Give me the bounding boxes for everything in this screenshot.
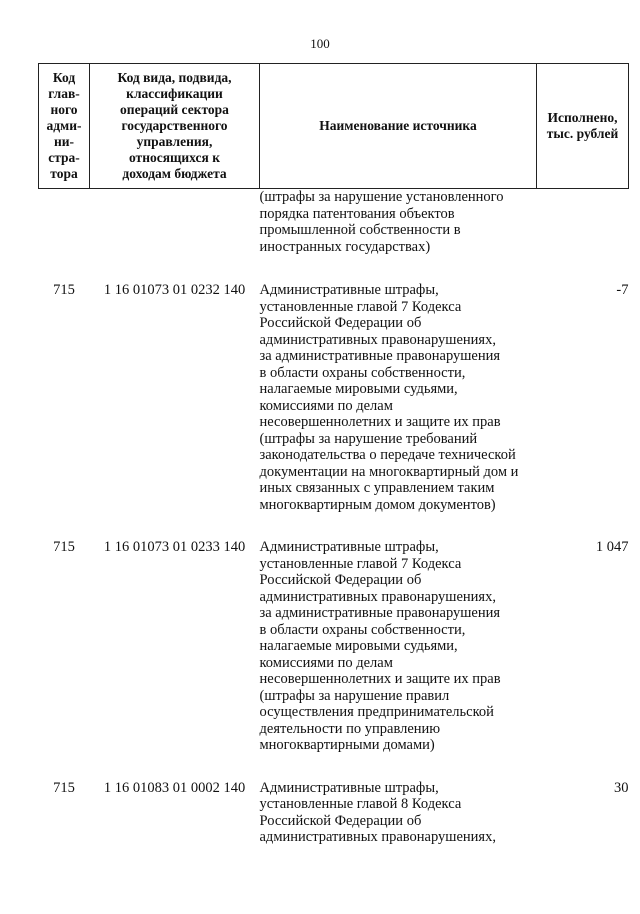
name-line: комиссиями по делам	[259, 397, 393, 414]
cell-code: 1 16 01073 01 0232 140	[103, 282, 246, 298]
name-line: в области охраны собственности,	[259, 621, 466, 638]
table-row	[39, 282, 629, 539]
name-line: за административные правонарушения	[259, 605, 501, 621]
name-line: документации на многоквартирный дом и	[259, 463, 519, 480]
name-line: Административные штрафы,	[259, 779, 439, 796]
name-line: комиссиями по делам	[259, 654, 393, 671]
name-line: Административные штрафы,	[259, 282, 439, 298]
name-line: Российской Федерации об	[259, 572, 422, 588]
name-line: иных связанных с управлением таким	[259, 480, 495, 496]
cell-admin: 715	[53, 282, 75, 298]
name-line: установленные главой 7 Кодекса	[259, 298, 462, 315]
cell-code: 1 16 01083 01 0002 140	[103, 779, 246, 796]
name-line: административных правонарушениях,	[259, 331, 496, 348]
cell-name	[260, 539, 537, 780]
name-line: законодательства о передаче технической	[259, 447, 516, 463]
cell-code: 1 16 01073 01 0233 140	[103, 539, 246, 555]
name-line: несовершеннолетних и защите их прав	[259, 671, 501, 687]
table-row	[39, 780, 629, 872]
cell-amount: -7	[616, 282, 629, 298]
name-line: в области охраны собственности,	[259, 364, 466, 381]
table-row-continuation	[39, 189, 629, 283]
name-line: административных правонарушениях,	[259, 829, 496, 845]
cell-admin	[39, 189, 90, 283]
name-line: (штрафы за нарушение правил	[259, 687, 450, 704]
cell-amount: 30	[614, 779, 629, 796]
cell-admin: 715	[53, 779, 75, 796]
header-executed: Исполнено, тыс. рублей	[537, 64, 629, 189]
page-number: 100	[310, 36, 330, 51]
table-row	[39, 539, 629, 780]
cell-admin: 715	[53, 539, 75, 555]
header-admin-code: Код глав- ного адми- ни- стра- тора	[39, 64, 90, 189]
cell-code	[90, 189, 260, 283]
name-line: налагаемые мировыми судьями,	[259, 638, 458, 654]
cell-amount	[537, 189, 629, 283]
header-kbk-code: Код вида, подвида, классификации операций сектора государственного управления, относящихся к доходам бюджета	[90, 64, 260, 189]
name-line: установленные главой 8 Кодекса	[259, 796, 462, 812]
name-line: Административные штрафы,	[259, 539, 439, 555]
name-line: промышленной собственности в	[259, 222, 461, 238]
name-line: установленные главой 7 Кодекса	[259, 555, 462, 572]
budget-income-table	[38, 63, 629, 872]
name-line: порядка патентования объектов	[259, 205, 455, 222]
cell-name	[260, 282, 537, 539]
name-line: деятельности по управлению	[259, 720, 441, 737]
name-line: налагаемые мировыми судьями,	[259, 381, 458, 397]
cell-amount: 1 047	[595, 539, 629, 555]
name-line: многоквартирным домом документов)	[259, 496, 496, 513]
table-header-row	[39, 64, 629, 189]
cell-name	[260, 780, 537, 872]
name-line: (штрафы за нарушение требований	[259, 430, 478, 447]
name-line: за административные правонарушения	[259, 348, 501, 364]
name-line: Российской Федерации об	[259, 315, 422, 331]
cell-name	[260, 189, 537, 283]
name-line: многоквартирными домами)	[259, 737, 435, 753]
name-line: (штрафы за нарушение установленного	[259, 189, 504, 205]
name-line: административных правонарушениях,	[259, 588, 496, 605]
header-source-name: Наименование источника	[260, 64, 537, 189]
name-line: иностранных государствах)	[259, 238, 431, 255]
name-line: Российской Федерации об	[259, 812, 422, 829]
name-line: несовершеннолетних и защите их прав	[259, 414, 501, 430]
name-line: осуществления предпринимательской	[259, 704, 494, 720]
